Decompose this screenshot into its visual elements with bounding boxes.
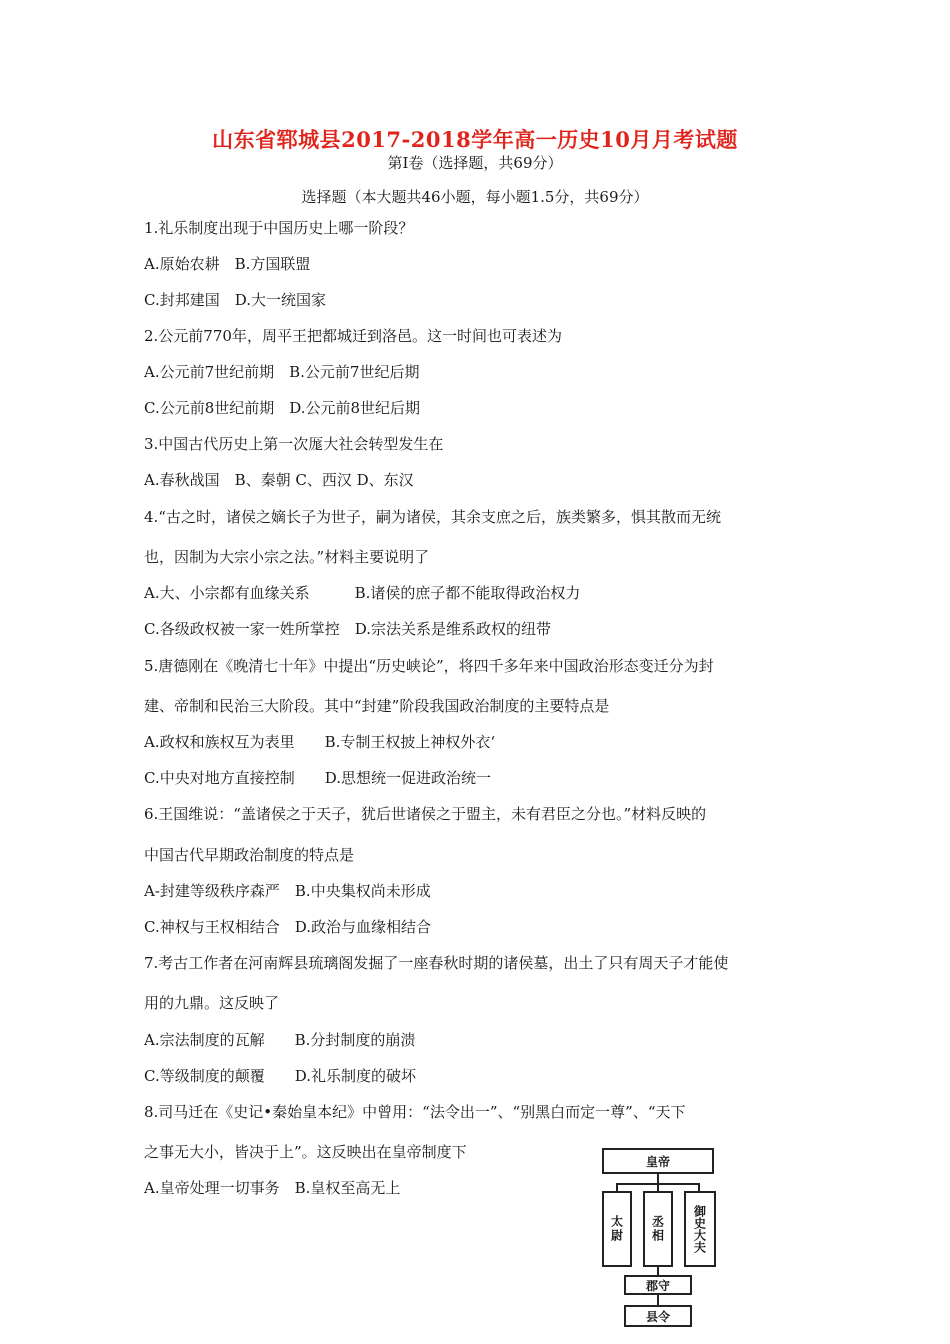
question-8-options-ab: A.皇帝处理一切事务 B.皇权至高无上 <box>144 1179 401 1197</box>
question-1: 1.礼乐制度出现于中国历史上哪一阶段？ <box>144 219 414 237</box>
question-5-line-1: 5.唐德刚在《晚清七十年》中提出“历史峡论”，将四千多年来中国政治形态变迁分为封 <box>144 657 714 675</box>
diagram-connector <box>657 1183 659 1191</box>
question-7-line-1: 7.考古工作者在河南辉县琉璃阁发掘了一座春秋时期的诸侯墓，出土了只有周天子才能使 <box>144 954 729 972</box>
diagram-box-junshou: 郡守 <box>624 1275 692 1295</box>
diagram-connector <box>616 1183 618 1191</box>
section-heading: 选择题（本大题共46小题，每小题1.5分，共69分） <box>301 188 649 206</box>
question-5-options-cd: C.中央对地方直接控制 D.思想统一促进政治统一 <box>144 769 491 787</box>
paper-subtitle: 第Ⅰ卷（选择题，共69分） <box>387 154 563 172</box>
question-4-options-cd: C.各级政权被一家一姓所掌控 D.宗法关系是维系政权的纽带 <box>144 620 551 638</box>
diagram-box-emperor: 皇帝 <box>602 1148 714 1174</box>
question-8-line-2: 之事无大小，皆决于上”。这反映出在皇帝制度下 <box>144 1143 467 1161</box>
question-7-options-cd: C.等级制度的颠覆 D.礼乐制度的破坏 <box>144 1067 416 1085</box>
question-6-options-ab: A-封建等级秩序森严 B.中央集权尚未形成 <box>144 882 431 900</box>
question-1-options-ab: A.原始农耕 B.方国联盟 <box>144 255 311 273</box>
question-3: 3.中国古代历史上第一次厖大社会转型发生在 <box>144 435 444 453</box>
question-7-line-2: 用的九鼎。这反映了 <box>144 994 280 1012</box>
question-5-options-ab: A.政权和族权互为表里 B.专制王权披上神权外衣‘ <box>144 733 496 751</box>
question-6-options-cd: C.神权与王权相结合 D.政治与血缘相结合 <box>144 918 431 936</box>
question-1-options-cd: C.封邦建国 D.大一统国家 <box>144 291 326 309</box>
diagram-box-xianling: 县令 <box>624 1305 692 1327</box>
question-6-line-1: 6.王国维说：“盖诸侯之于天子，犹后世诸侯之于盟主，未有君臣之分也。”材料反映的 <box>144 805 707 823</box>
page-title: 山东省郓城县2017-2018学年高一历史10月月考试题 <box>212 127 738 152</box>
qin-central-government-diagram <box>596 1146 722 1344</box>
question-3-options: A.春秋战国 B、秦朝 C、西汉 D、东汉 <box>144 471 414 489</box>
diagram-box-yushi: 御史大夫 <box>684 1191 716 1267</box>
question-2: 2.公元前770年，周平王把都城迁到洛邑。这一时间也可表述为 <box>144 327 562 345</box>
diagram-box-chengxiang: 丞相 <box>643 1191 673 1267</box>
question-4-options-ab: A.大、小宗都有血缘关系 B.诸侯的庶子都不能取得政治权力 <box>144 584 581 602</box>
diagram-connector <box>657 1267 659 1275</box>
diagram-connector <box>698 1183 700 1191</box>
question-4-line-1: 4.“古之时，诸侯之嫡长子为世子，嗣为诸侯，其余支庶之后，族类繁多，惧其散而无统 <box>144 508 721 526</box>
question-6-line-2: 中国古代早期政治制度的特点是 <box>144 846 355 864</box>
question-8-line-1: 8.司马迁在《史记•秦始皇本纪》中曾用：“法令出一”、“别黑白而定一尊”、“天下 <box>144 1103 686 1121</box>
question-2-options-ab: A.公元前7世纪前期 B.公元前7世纪后期 <box>144 363 420 381</box>
diagram-box-taiwei: 太尉 <box>602 1191 632 1267</box>
question-2-options-cd: C.公元前8世纪前期 D.公元前8世纪后期 <box>144 399 421 417</box>
question-5-line-2: 建、帝制和民治三大阶段。其中“封建”阶段我国政治制度的主要特点是 <box>144 697 610 715</box>
question-7-options-ab: A.宗法制度的瓦解 B.分封制度的崩溃 <box>144 1031 416 1049</box>
question-4-line-2: 也，因制为大宗小宗之法。”材料主要说明了 <box>144 548 430 566</box>
diagram-connector <box>657 1295 659 1305</box>
